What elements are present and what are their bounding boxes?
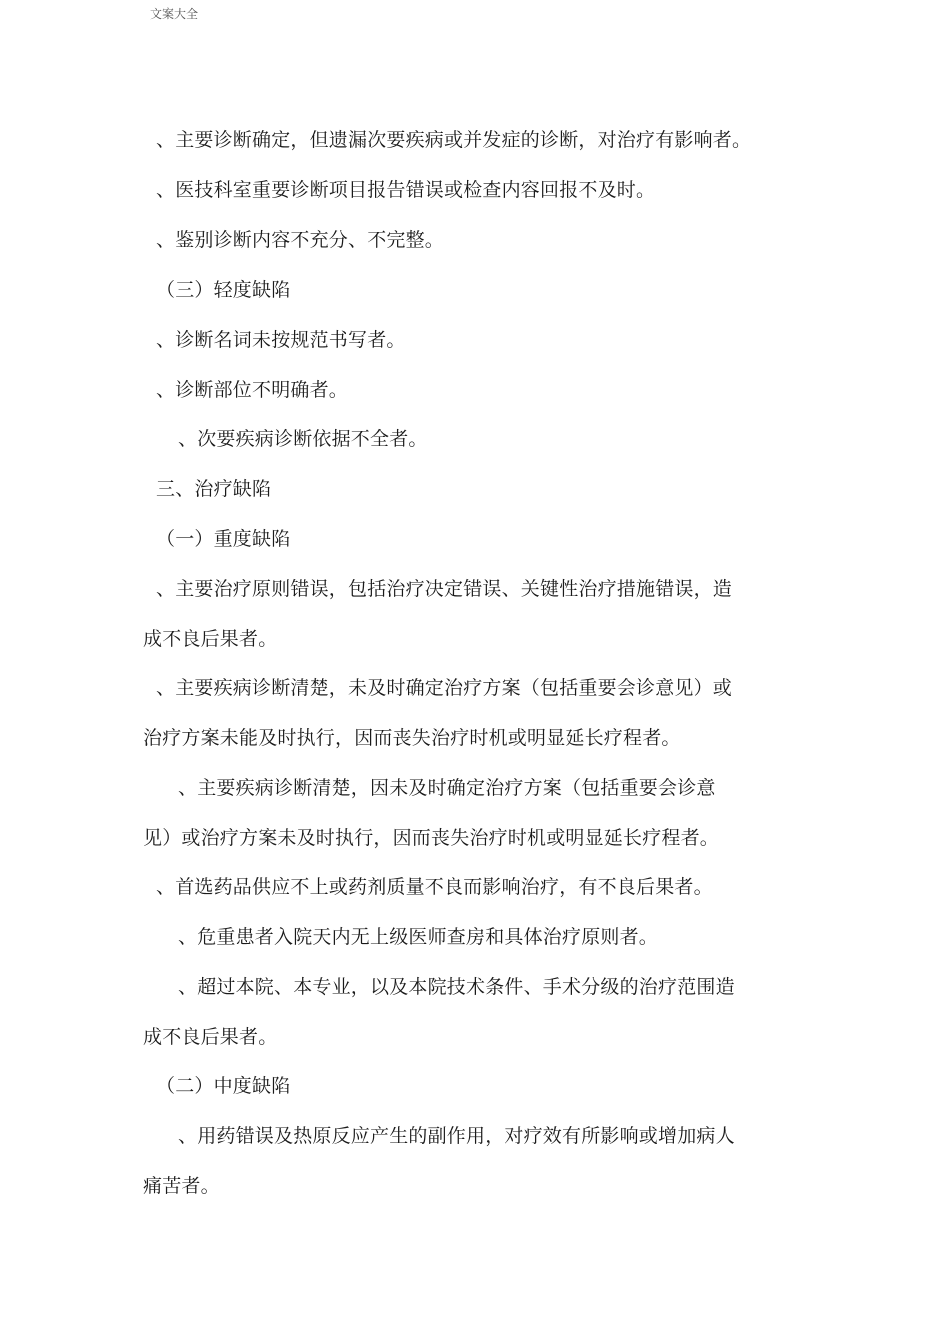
text-line-6: 、诊断部位不明确者。 <box>156 379 349 401</box>
text-line-19: 成不良后果者。 <box>143 1026 278 1048</box>
text-line-1: 、主要诊断确定，但遗漏次要疾病或并发症的诊断，对治疗有影响者。 <box>156 129 752 151</box>
text-line-15: 见）或治疗方案未及时执行，因而丧失治疗时机或明显延长疗程者。 <box>143 827 720 849</box>
text-line-16: 、首选药品供应不上或药剂质量不良而影响治疗，有不良后果者。 <box>156 876 713 898</box>
section-heading-mild: （三）轻度缺陷 <box>156 279 291 301</box>
text-line-3: 、鉴别诊断内容不充分、不完整。 <box>156 229 445 251</box>
text-line-17: 、危重患者入院天内无上级医师查房和具体治疗原则者。 <box>178 926 659 948</box>
text-line-14: 、主要疾病诊断清楚，因未及时确定治疗方案（包括重要会诊意 <box>178 777 716 799</box>
section-heading-treatment: 三、治疗缺陷 <box>156 478 272 500</box>
text-line-13: 治疗方案未能及时执行，因而丧失治疗时机或明显延长疗程者。 <box>143 727 681 749</box>
header-mark: 文案大全 <box>150 7 199 21</box>
section-heading-moderate: （二）中度缺陷 <box>156 1075 291 1097</box>
text-line-10: 、主要治疗原则错误，包括治疗决定错误、关键性治疗措施错误，造 <box>156 578 733 600</box>
text-line-18: 、超过本院、本专业，以及本院技术条件、手术分级的治疗范围造 <box>178 976 735 998</box>
text-line-12: 、主要疾病诊断清楚，未及时确定治疗方案（包括重要会诊意见）或 <box>156 677 733 699</box>
section-heading-severe: （一）重度缺陷 <box>156 528 291 550</box>
text-line-11: 成不良后果者。 <box>143 628 278 650</box>
text-line-5: 、诊断名词未按规范书写者。 <box>156 329 406 351</box>
text-line-2: 、医技科室重要诊断项目报告错误或检查内容回报不及时。 <box>156 179 656 201</box>
text-line-21: 、用药错误及热原反应产生的副作用，对疗效有所影响或增加病人 <box>178 1125 735 1147</box>
text-line-22: 痛苦者。 <box>143 1175 220 1197</box>
text-line-7: 、次要疾病诊断依据不全者。 <box>178 428 428 450</box>
